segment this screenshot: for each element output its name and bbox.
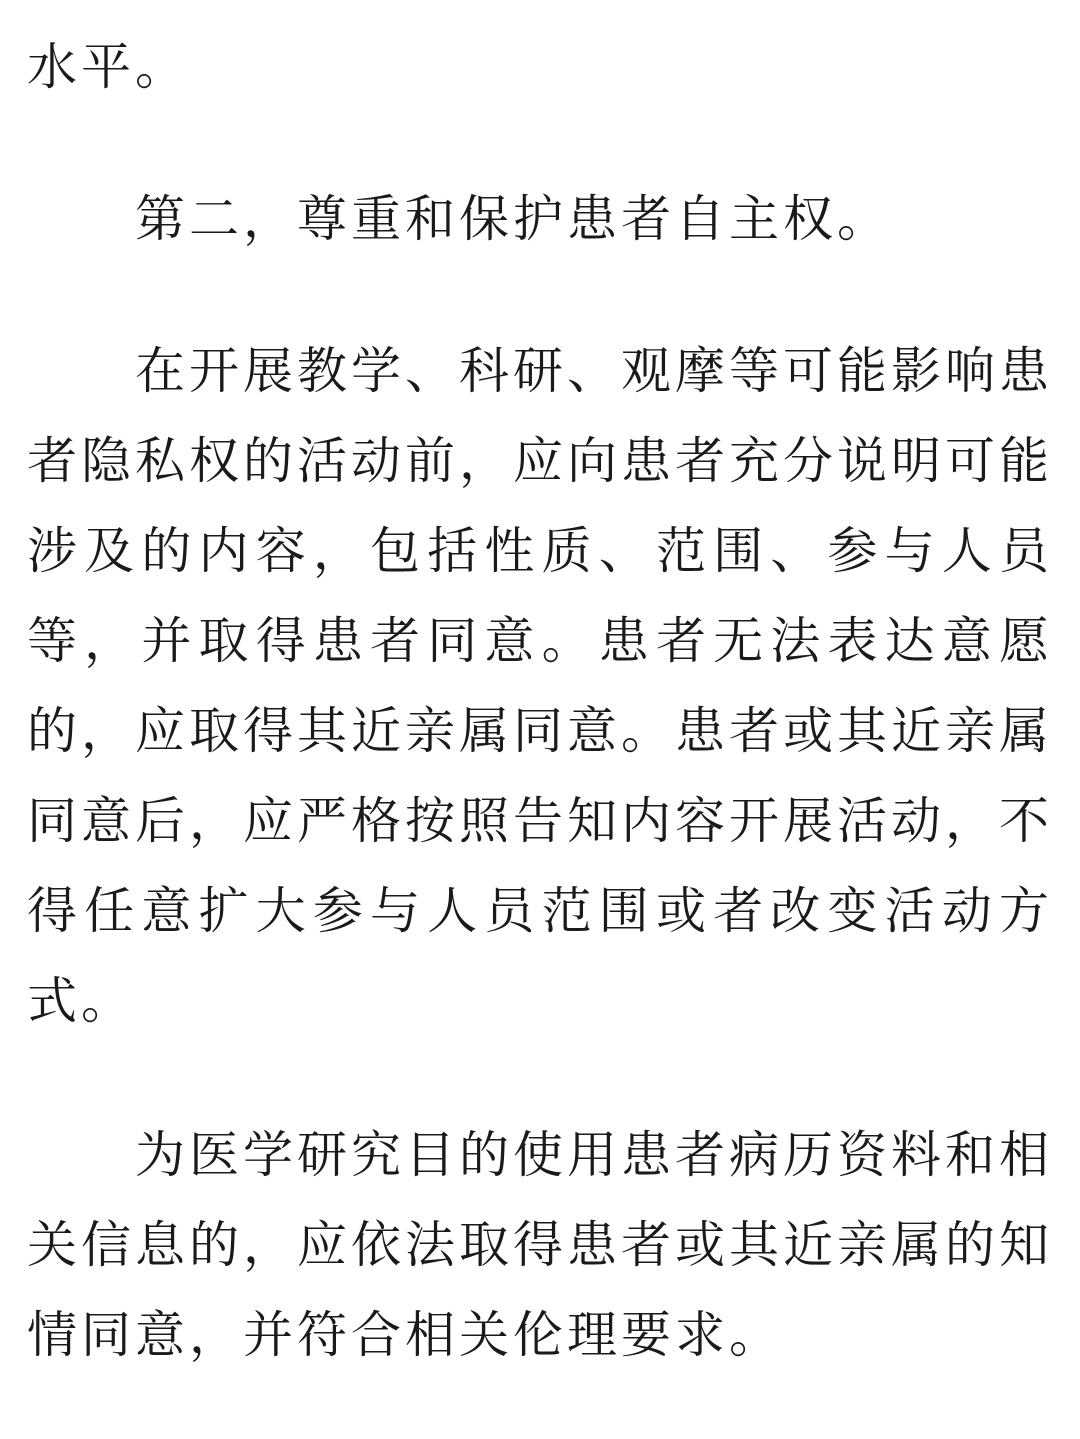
paragraph-2: 第二，尊重和保护患者自主权。 [135, 190, 891, 248]
paragraph-3: 在开展教学、科研、观摩等可能影响患者隐私权的活动前，应向患者充分说明可能涉及的内容，包括性质、范围、参与人员等，并取得患者同意。患者无法表达意愿的，应取得其近亲属同意。患者或其近亲属同意后，应严格按照告知内容开展活动，不得任意扩大参与人员范围或者改变活动方式。 [27, 342, 1053, 1030]
paragraph-4: 为医学研究目的使用患者病历资料和相关信息的，应依法取得患者或其近亲属的知情同意，并符合相关伦理要求。 [27, 1126, 1053, 1364]
paragraph-1: 水平。 [27, 38, 189, 96]
